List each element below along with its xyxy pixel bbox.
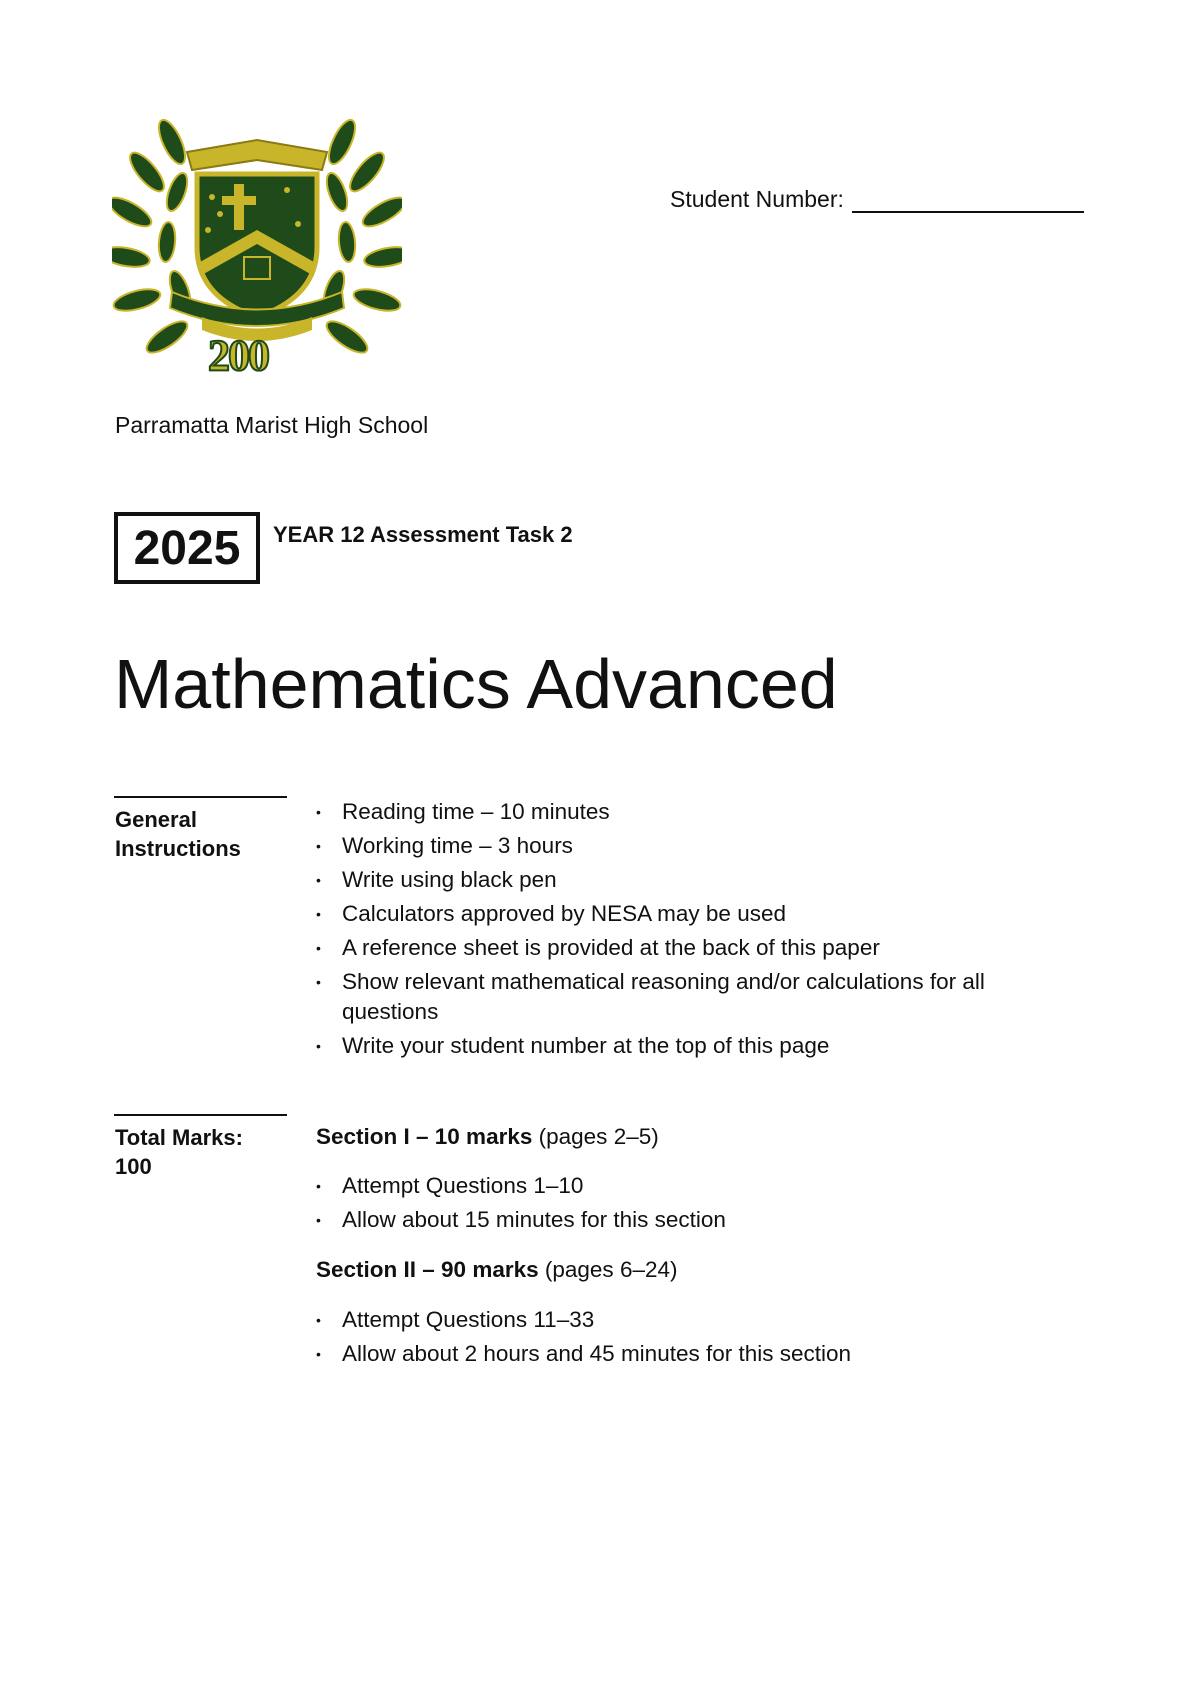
total-marks-value: 100 [115,1154,152,1179]
student-number-field[interactable] [670,186,1084,213]
section-2-list [316,1305,851,1373]
instructions-label-line: Instructions [115,836,241,861]
list-item: • Write your student number at the top of this page [316,1031,1082,1061]
general-label-line: General [115,807,197,832]
list-item: • Calculators approved by NESA may be used [316,899,1082,929]
section-2-title: Section II – 90 marks [316,1257,539,1282]
exam-year-box: 2025 [114,512,260,584]
general-instructions-list [316,797,1082,1065]
list-item: • Allow about 15 minutes for this section [316,1205,726,1235]
general-instructions-label [115,805,241,863]
section-1-heading [316,1124,659,1150]
list-item: • Attempt Questions 11–33 [316,1305,851,1335]
list-item: • Write using black pen [316,865,1082,895]
total-marks-label [115,1123,243,1181]
subject-title: Mathematics Advanced [114,645,838,723]
school-name: Parramatta Marist High School [115,412,429,438]
list-item: • A reference sheet is provided at the back of this paper [316,933,1082,963]
section-1-pages: (pages 2–5) [538,1124,659,1149]
student-number-label: Student Number: [670,186,844,212]
list-item: • Reading time – 10 minutes [316,797,1082,827]
section-1-title: Section I – 10 marks [316,1124,533,1149]
list-item: • Allow about 2 hours and 45 minutes for this section [316,1339,851,1369]
assessment-task-title: YEAR 12 Assessment Task 2 [273,522,573,547]
section-divider [114,796,287,798]
section-divider [114,1114,287,1116]
section-2-pages: (pages 6–24) [544,1257,678,1282]
list-item: • Show relevant mathematical reasoning and/or calculations for all questions [316,967,1082,1027]
section-1-list [316,1171,726,1239]
crest-anniversary-text: 200 [208,331,268,380]
total-marks-label-line: Total Marks: [115,1125,243,1150]
section-2-heading [316,1257,678,1283]
list-item: • Attempt Questions 1–10 [316,1171,726,1201]
student-number-blank[interactable] [852,191,1084,213]
list-item: • Working time – 3 hours [316,831,1082,861]
